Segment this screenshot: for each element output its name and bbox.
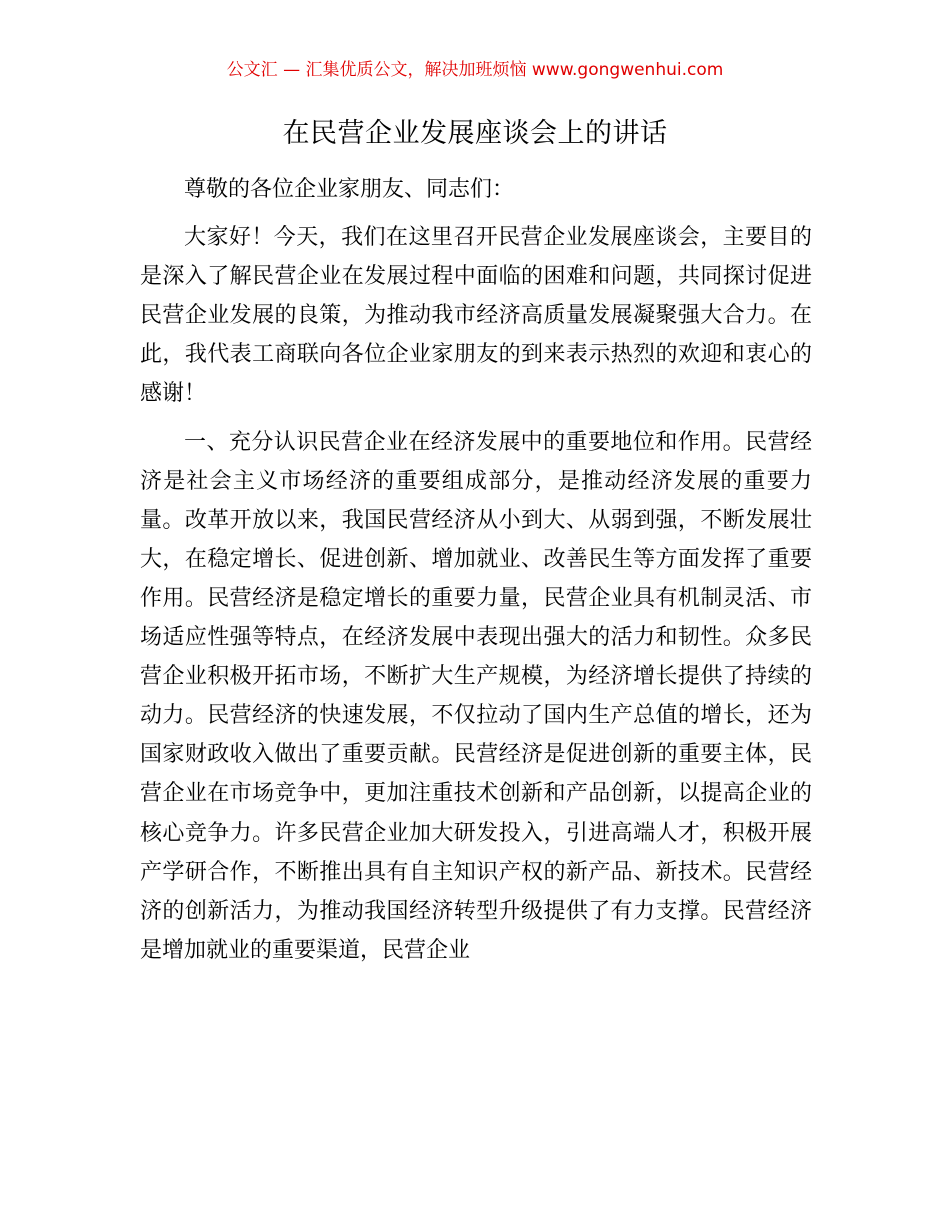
site-banner: 公文汇 — 汇集优质公文，解决加班烦恼 www.gongwenhui.com [226,60,724,80]
document-title: 在民营企业发展座谈会上的讲话 [282,118,668,149]
paragraph-intro: 大家好！今天，我们在这里召开民营企业发展座谈会，主要目的是深入了解民营企业在发展过程中面临的困难和问题，共同探讨促进民营企业发展的良策，为推动我市经济高质量发展凝聚强大合力。在此，我代表工商联向各位企业家朋友的到来表示热烈的欢迎和衷心的感谢！ [140,225,812,407]
document-body [140,170,812,970]
paragraph-section-one: 一、充分认识民营企业在经济发展中的重要地位和作用。民营经济是社会主义市场经济的重要组成部分，是推动经济发展的重要力量。改革开放以来，我国民营经济从小到大、从弱到强，不断发展壮大，在稳定增长、促进创新、增加就业、改善民生等方面发挥了重要作用。民营经济是稳定增长的重要力量，民营企业具有机制灵活、市场适应性强等特点，在经济发展中表现出强大的活力和韧性。众多民营企业积极开拓市场，不断扩大生产规模，为经济增长提供了持续的动力。民营经济的快速发展，不仅拉动了国内生产总值的增长，还为国家财政收入做出了重要贡献。民营经济是促进创新的重要主体，民营企业在市场竞争中，更加注重技术创新和产品创新，以提高企业的核心竞争力。许多民营企业加大研发投入，引进高端人才，积极开展产学研合作，不断推出具有自主知识产权的新产品、新技术。民营经济的创新活力，为推动我国经济转型升级提供了有力支撑。民营经济是增加就业的重要渠道，民营企业 [140,429,812,963]
salutation: 尊敬的各位企业家朋友、同志们： [184,177,515,202]
